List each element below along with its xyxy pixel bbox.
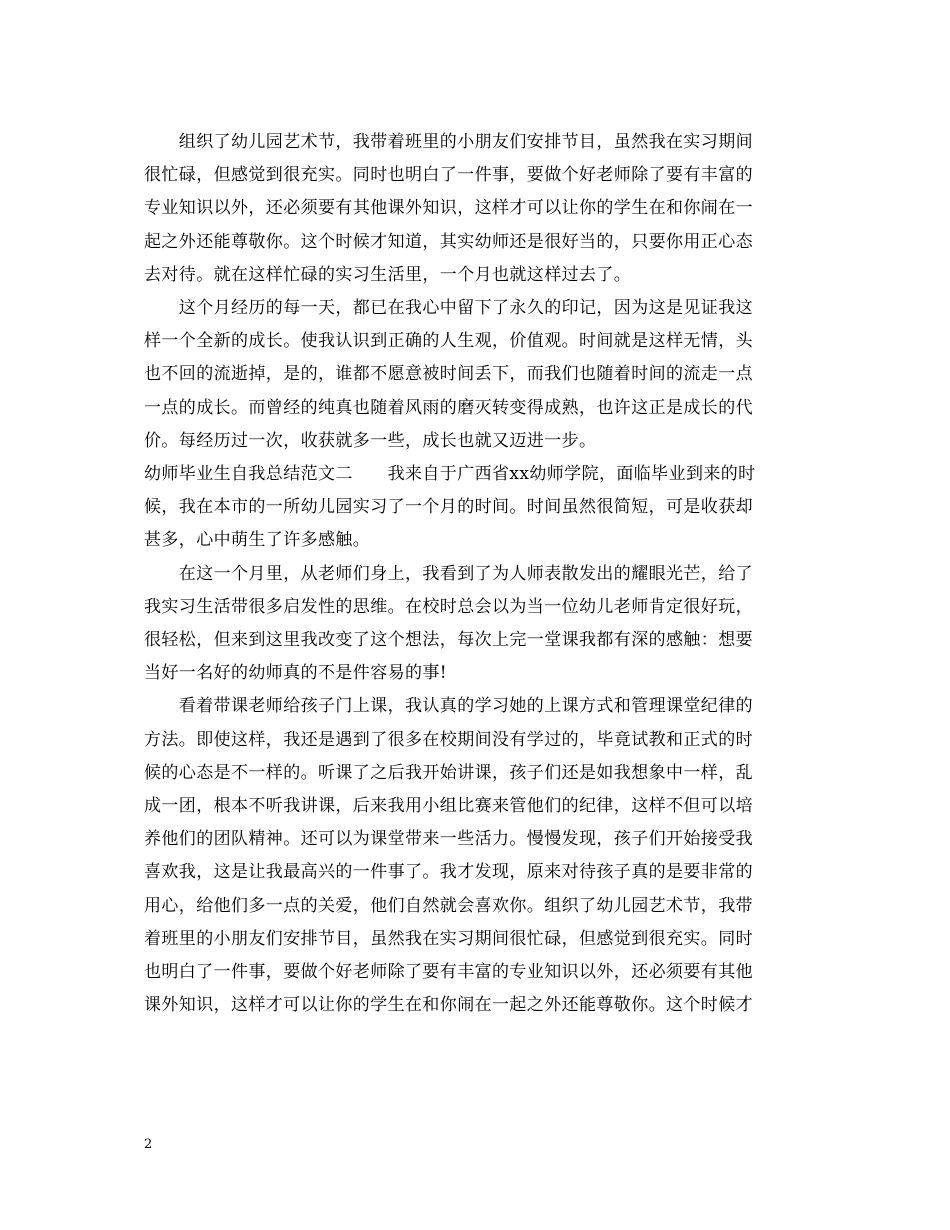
text-line: 专业知识以外，还必须要有其他课外知识，这样才可以让你的学生在和你闹在一 [144,198,753,218]
text-line: 很轻松，但来到这里我改变了这个想法，每次上完一堂课我都有深的感触：想要 [144,630,753,650]
text-line: 去对待。就在这样忙碌的实习生活里，一个月也就这样过去了。 [144,265,632,285]
text-line: 候的心态是不一样的。听课了之后我开始讲课，孩子们还是如我想象中一样，乱 [144,763,753,783]
text-line: 起之外还能尊敬你。这个时候才知道，其实幼师还是很好当的，只要你用正心态 [144,232,753,252]
text-line: 也不回的流逝掉，是的，谁都不愿意被时间丢下，而我们也随着时间的流走一点 [144,364,753,384]
text-line: 方法。即使这样，我还是遇到了很多在校期间没有学过的，毕竟试教和正式的时 [144,730,753,750]
text-line: 甚多，心中萌生了许多感触。 [144,530,371,550]
text-line: 样一个全新的成长。使我认识到正确的人生观，价值观。时间就是这样无情，头 [144,331,753,351]
text-line: 价。每经历过一次，收获就多一些，成长也就又迈进一步。 [144,431,597,451]
text-line: 看着带课老师给孩子门上课，我认真的学习她的上课方式和管理课堂纪律的 [144,696,753,716]
text-line: 在这一个月里，从老师们身上，我看到了为人师表散发出的耀眼光芒，给了 [144,564,753,584]
text-line: 成一团，根本不听我讲课，后来我用小组比赛来管他们的纪律，这样不但可以培 [144,796,753,816]
text-line: 着班里的小朋友们安排节目，虽然我在实习期间很忙碌，但感觉到很充实。同时 [144,929,753,949]
text-line: 也明白了一件事，要做个好老师除了要有丰富的专业知识以外，还必须要有其他 [144,962,753,982]
text-line: 一点的成长。而曾经的纯真也随着风雨的磨灭转变得成熟，也许这正是成长的代 [144,398,753,418]
text-line: 很忙碌，但感觉到很充实。同时也明白了一件事，要做个好老师除了要有丰富的 [144,165,753,185]
text-line: 课外知识，这样才可以让你的学生在和你闹在一起之外还能尊敬你。这个时候才 [144,995,753,1015]
text-line: 候，我在本市的一所幼儿园实习了一个月的时间。时间虽然很简短，可是收获却 [144,497,753,517]
text-line: 幼师毕业生自我总结范文二 我来自于广西省xx幼师学院，面临毕业到来的时 [144,464,756,484]
text-line: 用心，给他们多一点的关爱，他们自然就会喜欢你。组织了幼儿园艺术节，我带 [144,896,753,916]
text-line: 养他们的团队精神。还可以为课堂带来一些活力。慢慢发现，孩子们开始接受我 [144,829,753,849]
page-number: 2 [144,1137,153,1152]
text-line: 我实习生活带很多启发性的思维。在校时总会以为当一位幼儿老师肯定很好玩， [144,597,753,617]
text-line: 组织了幼儿园艺术节，我带着班里的小朋友们安排节目，虽然我在实习期间 [144,132,753,152]
text-line: 喜欢我，这是让我最高兴的一件事了。我才发现，原来对待孩子真的是要非常的 [144,862,753,882]
text-line: 当好一名好的幼师真的不是件容易的事! [144,663,448,683]
text-line: 这个月经历的每一天，都已在我心中留下了永久的印记，因为这是见证我这 [144,298,753,318]
